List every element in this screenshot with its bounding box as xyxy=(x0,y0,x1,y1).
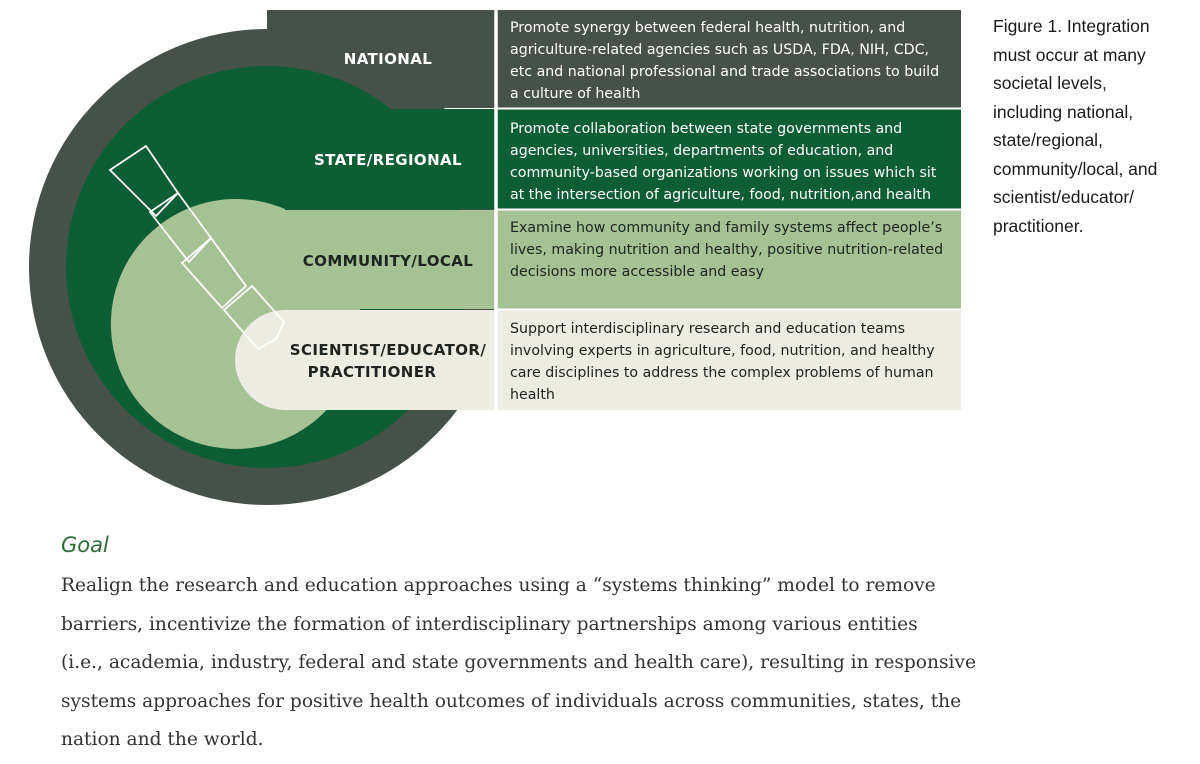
goal-paragraph xyxy=(61,567,1001,760)
level-label-national: NATIONAL xyxy=(343,50,433,68)
caption-line: Figure 1. Integration xyxy=(993,16,1150,36)
level-label-scientist-line-1: SCIENTIST/EDUCATOR/ xyxy=(289,341,487,359)
description-line: agriculture-related agencies such as USDA, FDA, NIH, CDC, xyxy=(510,42,929,58)
description-line: lives, making nutrition and healthy, positive nutrition-related xyxy=(510,242,944,258)
goal-line: (i.e., academia, industry, federal and state governments and health care), resulting in responsive xyxy=(61,652,976,673)
description-line: etc and national professional and trade associations to build xyxy=(510,64,940,80)
caption-line: community/local, and xyxy=(993,158,1158,179)
description-line: a culture of health xyxy=(510,86,641,102)
figure-caption xyxy=(993,12,1193,240)
description-line: community-based organizations working on issues which sit xyxy=(510,165,937,181)
caption-line: state/regional, xyxy=(993,130,1103,150)
description-line: health xyxy=(510,387,555,403)
level-label-state-regional: STATE/REGIONAL xyxy=(313,151,463,169)
description-line: decisions more accessible and easy xyxy=(510,264,764,280)
description-line: at the intersection of agriculture, food, nutrition,and health xyxy=(510,187,931,203)
caption-line: practitioner. xyxy=(993,215,1084,236)
description-line: Support interdisciplinary research and education teams xyxy=(510,321,905,337)
description-line: care disciplines to address the complex problems of human xyxy=(510,365,934,381)
goal-line: nation and the world. xyxy=(61,729,264,750)
goal-line: Realign the research and education approaches using a “systems thinking” model to remove xyxy=(61,575,936,596)
description-line: Promote synergy between federal health, nutrition, and xyxy=(510,20,906,36)
description-line: agencies, universities, departments of education, and xyxy=(510,143,894,159)
description-line: Examine how community and family systems affect people’s xyxy=(510,220,943,236)
caption-line: scientist/educator/ xyxy=(993,187,1135,207)
description-line: involving experts in agriculture, food, nutrition, and healthy xyxy=(510,343,935,359)
caption-line: must occur at many xyxy=(993,44,1146,65)
goal-line: systems approaches for positive health outcomes of individuals across communities, states, the xyxy=(61,690,962,712)
caption-line: including national, xyxy=(993,101,1134,122)
caption-line: societal levels, xyxy=(993,73,1107,93)
level-label-scientist-line-2: PRACTITIONER xyxy=(307,363,437,381)
goal-heading: Goal xyxy=(61,533,109,557)
goal-line: barriers, incentivize the formation of interdisciplinary partnerships among various entities xyxy=(61,613,918,635)
level-label-community-local: COMMUNITY/LOCAL xyxy=(302,252,474,270)
description-line: Promote collaboration between state governments and xyxy=(510,121,903,137)
